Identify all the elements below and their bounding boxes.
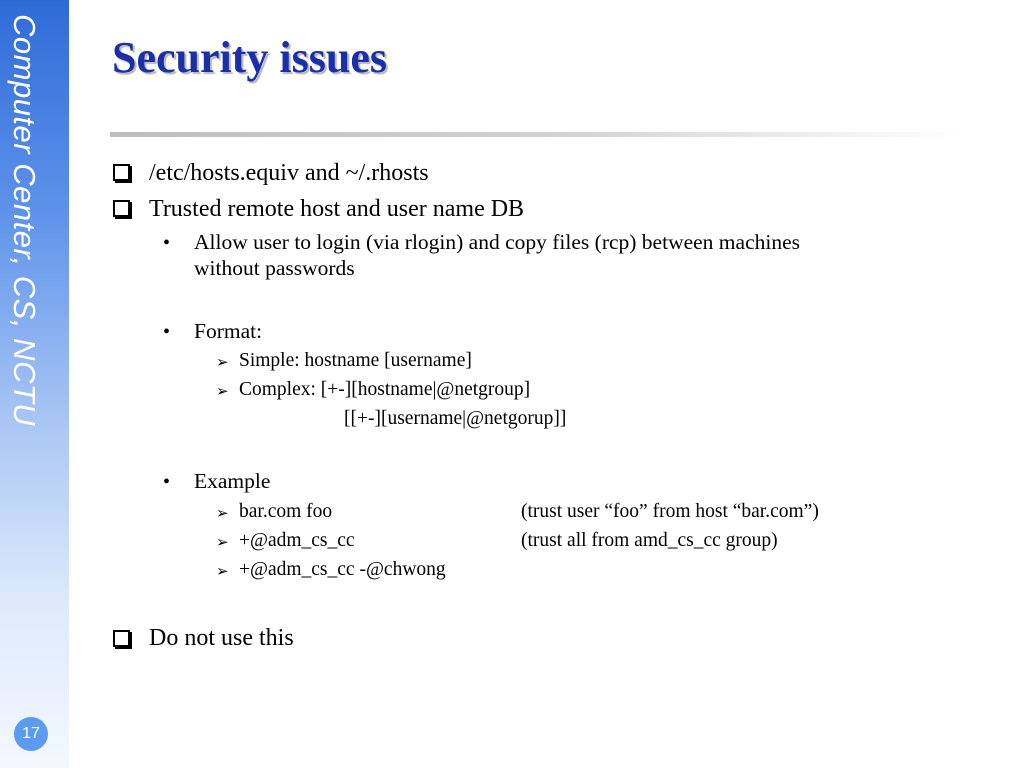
arrow-bullet-icon: ➢ [216,535,229,551]
square-bullet-icon [113,198,130,222]
dot-bullet-icon: • [163,321,171,343]
format-complex: Complex: [+-][hostname|@netgroup] [239,379,531,400]
square-bullet-icon [113,162,130,186]
arrow-bullet-icon: ➢ [216,384,229,400]
arrow-bullet-icon: ➢ [216,564,229,580]
example-entry: bar.com foo [239,501,333,522]
example-desc: (trust user “foo” from host “bar.com”) [521,501,819,522]
bullet-trusted-db: Trusted remote host and user name DB [149,196,525,222]
example-desc: (trust all from amd_cs_cc group) [521,530,778,551]
format-complex-cont: [[+-][username|@netgorup]] [344,408,567,429]
dot-bullet-icon: • [163,471,171,493]
dot-bullet-icon: • [163,232,171,254]
arrow-bullet-icon: ➢ [216,506,229,522]
example-entry: +@adm_cs_cc -@chwong [239,559,446,580]
org-label: Computer Center, CS, NCTU [7,14,42,427]
example-label: Example [194,469,271,493]
bullet-hosts-files: /etc/hosts.equiv and ~/.rhosts [149,160,429,186]
format-label: Format: [194,319,263,343]
square-bullet-icon [113,628,130,652]
allow-line-2: without passwords [194,256,355,280]
format-simple: Simple: hostname [username] [239,350,472,371]
page-number-badge: 17 [14,717,48,751]
title-divider [110,132,960,137]
slide-title: Security issues [112,33,387,82]
example-entry: +@adm_cs_cc [239,530,355,551]
bullet-do-not-use: Do not use this [149,625,294,651]
sidebar [0,0,69,768]
arrow-bullet-icon: ➢ [216,355,229,371]
allow-line-1: Allow user to login (via rlogin) and copy files (rcp) between machines [194,230,800,254]
